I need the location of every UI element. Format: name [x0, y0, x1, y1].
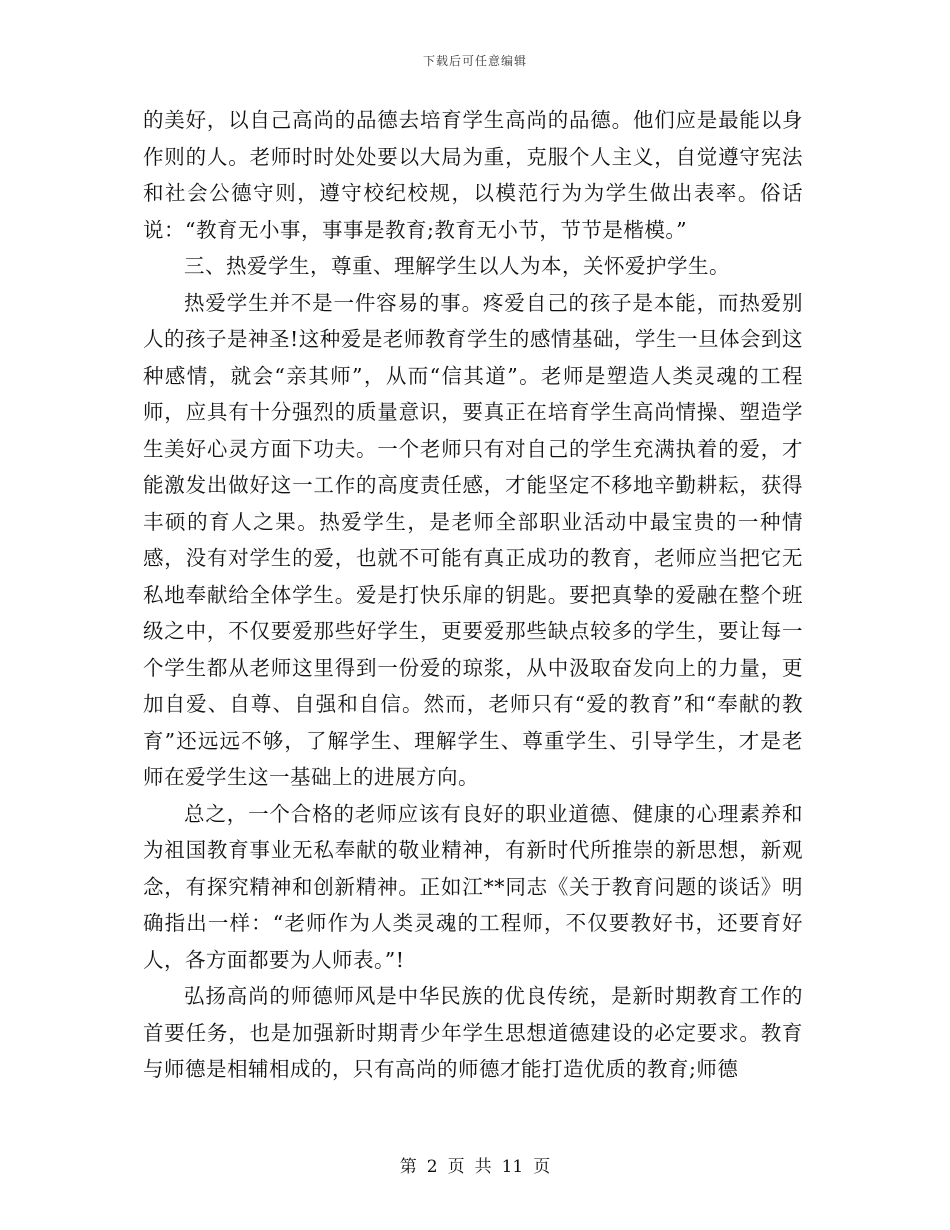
- total-pages-number: 11: [501, 1157, 524, 1177]
- paragraph-2-section-heading: 三、热爱学生，尊重、理解学生以人为本，关怀爱护学生。: [184, 254, 730, 278]
- document-body: [143, 102, 803, 1088]
- paragraph-1: 的美好，以自己高尚的品德去培育学生高尚的品德。他们应是最能以身作则的人。老师时时处处要以大局为重，克服个人主义，自觉遵守宪法和社会公德守则，遵守校纪校规，以模范行为为学生做出表率。俗话说：“教育无小事，事事是教育;教育无小节，节节是楷模。”: [143, 108, 803, 242]
- footer-page-word: 页: [447, 1157, 465, 1177]
- footer-suffix: 页: [533, 1157, 551, 1177]
- footer-prefix: 第: [399, 1157, 417, 1177]
- paragraph-5: 弘扬高尚的师德师风是中华民族的优良传统，是新时期教育工作的首要任务，也是加强新时期青少年学生思想道德建设的必定要求。教育与师德是相辅相成的，只有高尚的师德才能打造优质的教育;师德: [143, 984, 803, 1081]
- paragraph-4: 总之，一个合格的老师应该有良好的职业道德、健康的心理素养和为祖国教育事业无私奉献的敬业精神，有新时代所推崇的新思想，新观念，有探究精神和创新精神。正如江**同志《关于教育问题的谈话》明确指出一样：“老师作为人类灵魂的工程师，不仅要教好书，还要育好人，各方面都要为人师表。”!: [143, 801, 803, 972]
- paragraph-3: 热爱学生并不是一件容易的事。疼爱自己的孩子是本能，而热爱别人的孩子是神圣!这种爱是老师教育学生的感情基础，学生一旦体会到这种感情，就会“亲其师”，从而“信其道”。老师是塑造人类灵魂的工程师，应具有十分强烈的质量意识，要真正在培育学生高尚情操、塑造学生美好心灵方面下功夫。一个老师只有对自己的学生充满执着的爱，才能激发出做好这一工作的高度责任感，才能坚定不移地辛勤耕耘，获得丰硕的育人之果。热爱学生，是老师全部职业活动中最宝贵的一种情感，没有对学生的爱，也就不可能有真正成功的教育，老师应当把它无私地奉献给全体学生。爱是打快乐扉的钥匙。要把真挚的爱融在整个班级之中，不仅要爱那些好学生，更要爱那些缺点较多的学生，要让每一个学生都从老师这里得到一份爱的琼浆，从中汲取奋发向上的力量，更加自爱、自尊、自强和自信。然而，老师只有“爱的教育”和“奉献的教育”还远远不够，了解学生、理解学生、尊重学生、引导学生，才是老师在爱学生这一基础上的进展方向。: [143, 290, 803, 789]
- page-header: [0, 52, 950, 69]
- header-text: 下载后可任意编辑: [422, 54, 527, 68]
- footer-total-word: 共: [474, 1157, 492, 1177]
- page-footer: [0, 1152, 950, 1177]
- current-page-number: 2: [426, 1157, 438, 1177]
